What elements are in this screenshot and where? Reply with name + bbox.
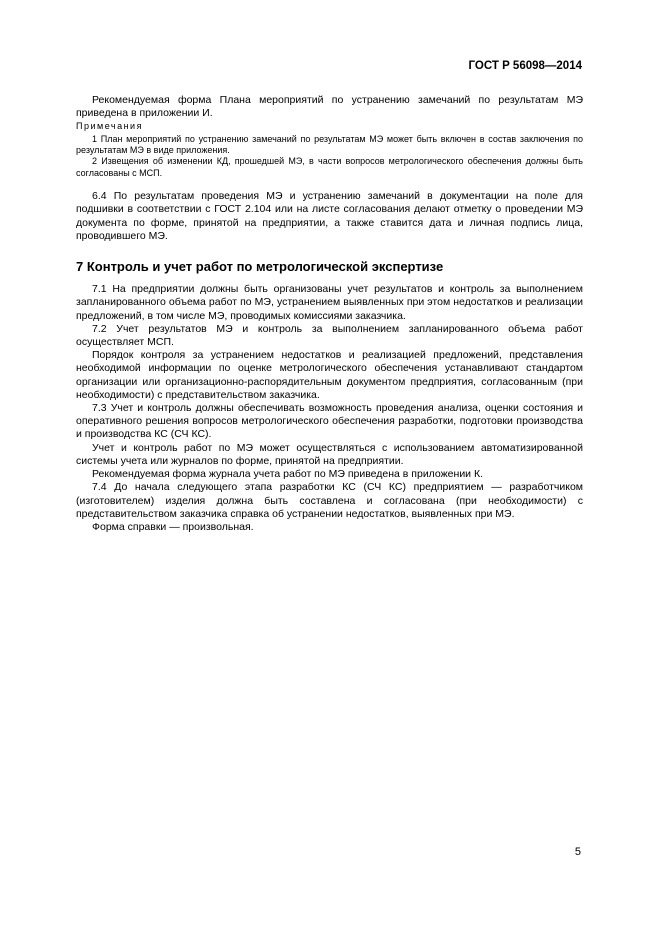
clause-7-1: 7.1 На предприятии должны быть организованы учет результатов и контроль за выполнением запланированного объема работ по МЭ, устранением выявленных при этом недостатков и реализации предложений, в том числе МЭ, проводимых комиссиями заказчика. (76, 283, 583, 322)
clause-7-2: 7.2 Учет результатов МЭ и контроль за выполнением запланированного объема работ осуществляет МСП. (76, 322, 583, 349)
clause-7-3-journal-form: Рекомендуемая форма журнала учета работ по МЭ приведена в приложении К. (92, 468, 483, 481)
notes-title: Примечания (76, 121, 143, 132)
clause-7-2-procedure: Порядок контроля за устранением недостатков и реализацией предложений, представления необходимой информации по оценке метрологического обеспечения устанавливают стандартом организации или организационно-распорядительным документом предприятия, согласованным (при необходимости) с представительством заказчика. (76, 349, 583, 401)
section-7-title: 7 Контроль и учет работ по метрологической экспертизе (76, 259, 444, 275)
clause-7-4: 7.4 До начала следующего этапа разработки КС (СЧ КС) предприятием — разработчиком (изготовителем) изделия должна быть составлена и согласована (при необходимости) с представительством заказчика справка об устранении недостатков, выявленных при МЭ. (76, 481, 583, 520)
clause-7-3: 7.3 Учет и контроль должны обеспечивать возможность проведения анализа, оценки состояния и оперативного решения вопросов метрологического обеспечения разработки, подготовки производства и производства КС (СЧ КС). (76, 402, 583, 441)
clause-7-4-form: Форма справки — произвольная. (92, 520, 254, 533)
page-content (76, 94, 583, 534)
clause-7-3-automation: Учет и контроль работ по МЭ может осуществляться с использованием автоматизированной системы учета или журналов по форме, принятой на предприятии. (76, 441, 583, 467)
clause-6-4: 6.4 По результатам проведения МЭ и устранению замечаний в документации на поле для подшивки в соответствии с ГОСТ 2.104 или на листе согласования делают отметку о проведении МЭ документа по форме, принятой на предприятии, а также ставится дата и личная подпись лица, проводившего МЭ. (76, 190, 583, 242)
note-1: 1 План мероприятий по устранению замечаний по результатам МЭ может быть включен в состав заключения по результатам МЭ в виде приложения. (76, 133, 583, 156)
document-code: ГОСТ Р 56098—2014 (468, 60, 582, 72)
recommended-form-paragraph: Рекомендуемая форма Плана мероприятий по устранению замечаний по результатам МЭ приведена в приложении И. (76, 94, 583, 120)
note-2: 2 Извещения об изменении КД, прошедшей МЭ, в части вопросов метрологического обеспечения должны быть согласованы с МСП. (76, 156, 583, 178)
page-number: 5 (574, 846, 581, 858)
